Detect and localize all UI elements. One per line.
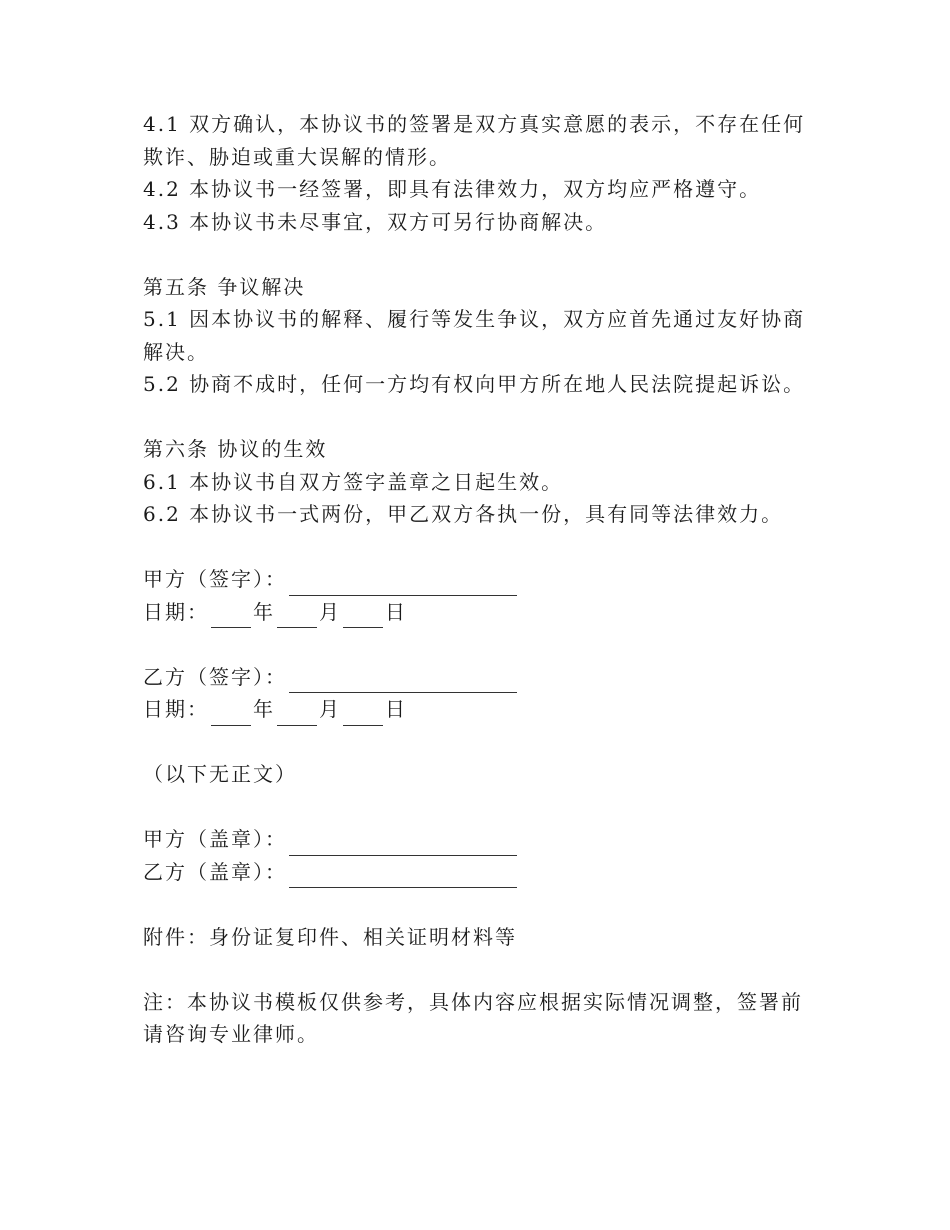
month-blank[interactable] (277, 702, 317, 726)
month-label: 月 (319, 599, 341, 624)
day-blank[interactable] (343, 604, 383, 628)
party-a-signature-field[interactable] (289, 572, 517, 596)
month-label: 月 (319, 697, 341, 721)
party-a-sign-label: 甲方（签字）： (143, 567, 287, 591)
year-blank[interactable] (211, 702, 251, 726)
end-of-text-note: （以下无正文） (143, 762, 297, 786)
party-a-signature-row (143, 563, 803, 596)
party-b-signature-row (143, 661, 803, 694)
section-6-title: 第六条 协议的生效 (143, 437, 328, 461)
party-a-seal-field[interactable] (289, 832, 517, 856)
clause-5-1-line2: 解决。 (143, 339, 209, 364)
date-label: 日期： (143, 697, 209, 721)
party-a-seal-row (143, 823, 803, 856)
clause-6-1: 6.1 本协议书自双方签字盖章之日起生效。 (143, 469, 564, 494)
year-blank[interactable] (211, 604, 251, 628)
day-blank[interactable] (343, 702, 383, 726)
party-b-signature-field[interactable] (289, 669, 517, 693)
party-b-seal-label: 乙方（盖章）： (143, 859, 287, 884)
clause-6-2: 6.2 本协议书一式两份，甲乙双方各执一份，具有同等法律效力。 (143, 502, 784, 526)
party-b-seal-field[interactable] (289, 864, 517, 888)
party-b-seal-row (143, 856, 803, 889)
party-b-date-row (143, 693, 803, 726)
clause-4-1-line1: 4.1 双方确认，本协议书的签署是双方真实意愿的表示，不存在任何 (143, 112, 806, 136)
party-a-seal-label: 甲方（盖章）： (143, 827, 287, 851)
month-blank[interactable] (277, 604, 317, 628)
clause-4-2: 4.2 本协议书一经签署，即具有法律效力，双方均应严格遵守。 (143, 177, 762, 201)
party-a-date-row (143, 596, 803, 629)
date-label: 日期： (143, 599, 209, 624)
clause-4-3: 4.3 本协议书未尽事宜，双方可另行协商解决。 (143, 209, 608, 234)
section-5-title: 第五条 争议解决 (143, 274, 306, 299)
clause-5-1-line1: 5.1 因本协议书的解释、履行等发生争议，双方应首先通过友好协商 (143, 307, 806, 331)
clause-5-2: 5.2 协商不成时，任何一方均有权向甲方所在地人民法院提起诉讼。 (143, 372, 806, 396)
clause-4-1-line2: 欺诈、胁迫或重大误解的情形。 (143, 144, 451, 169)
day-label: 日 (385, 599, 407, 624)
year-label: 年 (253, 697, 275, 721)
year-label: 年 (253, 599, 275, 624)
document-page (143, 108, 806, 1051)
party-b-sign-label: 乙方（签字）： (143, 664, 287, 689)
disclaimer-line1: 注：本协议书模板仅供参考，具体内容应根据实际情况调整，签署前 (143, 989, 803, 1014)
attachment-note: 附件：身份证复印件、相关证明材料等 (143, 924, 517, 949)
day-label: 日 (385, 697, 407, 721)
disclaimer-line2: 请咨询专业律师。 (143, 1022, 319, 1046)
